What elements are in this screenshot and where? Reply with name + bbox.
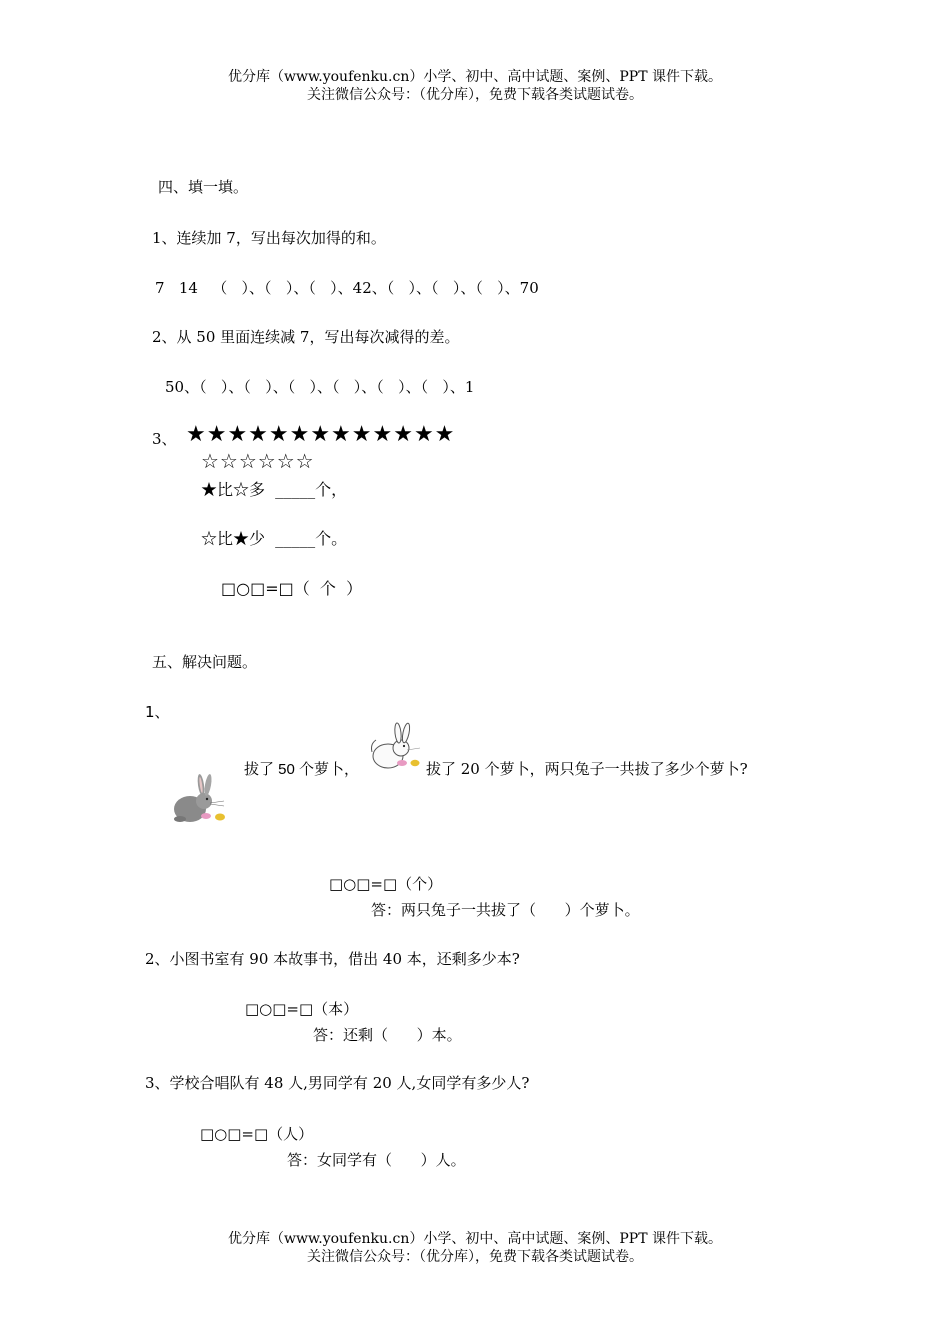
section-4-title: 四、填一填。	[158, 178, 249, 196]
header-line-1: 优分库（www.youfenku.cn）小学、初中、高中试题、案例、PPT 课件下载。	[227, 69, 722, 85]
q5-2-prompt: 2、小图书室有 90 本故事书，借出 40 本，还剩多少本?	[145, 950, 520, 968]
q5-1-number: 1、	[145, 703, 170, 721]
q5-1-text-b: 拔了 20 个萝卜，两只兔子一共拔了多少个萝卜?	[426, 760, 748, 778]
white-rabbit-icon	[368, 722, 426, 774]
q5-1-equation: □○□=□（个）	[329, 875, 443, 893]
q5-1-text-a: 拔了 50 个萝卜，	[244, 761, 360, 778]
q4-2-prompt: 2、从 50 里面连续减 7，写出每次减得的差。	[152, 328, 460, 346]
footer-line-2: 关注微信公众号：（优分库），免费下载各类试题试卷。	[307, 1249, 643, 1265]
q4-3-line-2: ☆比★少 _____个。	[201, 529, 348, 548]
q4-1-prompt: 1、连续加 7，写出每次加得的和。	[152, 229, 386, 247]
q4-3-line-1: ★比☆多 _____个，	[201, 480, 348, 499]
q5-3-equation: □○□=□（人）	[200, 1125, 314, 1143]
q4-3-equation: □○□=□（ 个 ）	[221, 579, 363, 598]
q4-2-sequence: 50、（ ）、（ ）、（ ）、（ ）、（ ）、（ ）、1	[165, 378, 475, 396]
white-stars-row: ☆☆☆☆☆☆	[201, 449, 315, 473]
section-5-title: 五、解决问题。	[152, 653, 258, 671]
q4-1-sequence: 7 14 （ ）、（ ）、（ ）、42、（ ）、（ ）、（ ）、70	[155, 279, 539, 297]
q5-1-answer: 答：两只兔子一共拔了（ ）个萝卜。	[371, 901, 640, 919]
q5-3-answer: 答：女同学有（ ）人。	[287, 1151, 466, 1169]
black-stars-row: ★★★★★★★★★★★★★	[186, 422, 456, 447]
q4-3-number: 3、	[152, 430, 177, 448]
q5-2-answer: 答：还剩（ ）本。	[313, 1026, 462, 1044]
q5-3-prompt: 3、学校合唱队有 48 人,男同学有 20 人,女同学有多少人?	[145, 1074, 530, 1092]
footer-line-1: 优分库（www.youfenku.cn）小学、初中、高中试题、案例、PPT 课件下载。	[227, 1231, 722, 1247]
header-line-2: 关注微信公众号：（优分库），免费下载各类试题试卷。	[307, 87, 643, 103]
q5-2-equation: □○□=□（本）	[245, 1000, 359, 1018]
grey-rabbit-icon	[168, 773, 230, 827]
